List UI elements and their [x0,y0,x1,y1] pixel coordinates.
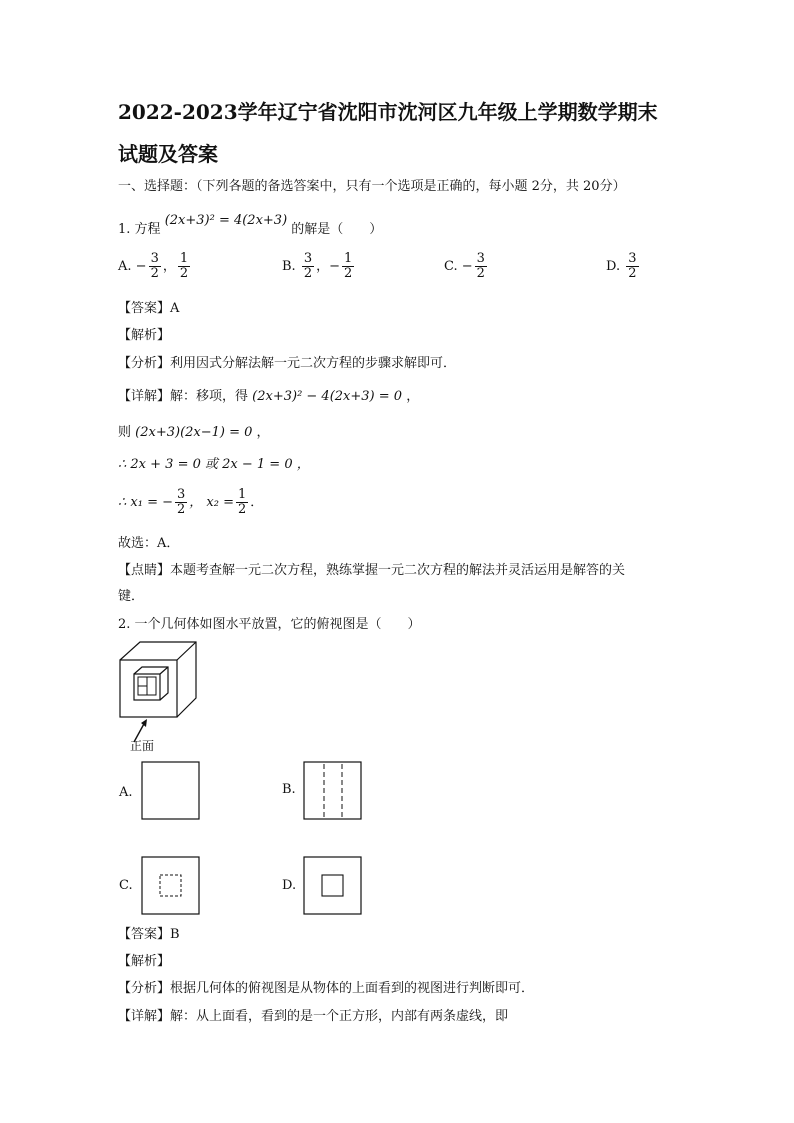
q2-stem: 2. 一个几何体如图水平放置，它的俯视图是（ ） [118,617,421,632]
q2-analysis-head: 【解析】 [118,954,171,969]
doc-title-line2: 试题及答案 [118,142,218,166]
q1-comment-2: 键． [118,589,145,604]
q1-choose: 故选：A． [118,536,180,551]
option-d-figure [303,856,363,916]
q1-option-c: C. − $\frac{3}{2}$ [444,251,485,281]
q2-detail: 【详解】解：从上面看，看到的是一个正方形，内部有两条虚线，即 [118,1009,509,1024]
q1-analysis-head: 【解析】 [118,328,171,343]
q1-option-b: B. $\frac{3}{2}$ ，− $\frac{1}{2}$ [282,251,353,281]
q1-equation: (2x+3)² = 4(2x+3) [164,213,288,228]
q2-analysis: 【分析】根据几何体的俯视图是从物体的上面看到的视图进行判断即可． [118,981,535,996]
q1-analysis: 【分析】利用因式分解法解一元二次方程的步骤求解即可． [118,356,457,371]
q2-option-c-label: C. [119,878,133,893]
front-label: 正面 [130,739,155,753]
q1-detail-4: ∴ x₁ = − $\frac{3}{2}$ ， x₂ = $\frac{1}{2}$ ． [118,487,264,517]
cube-corner-edge [177,642,196,660]
q1-detail-2: 则 (2x+3)(2x−1) = 0 ， [118,425,270,440]
option-a-figure [141,761,201,821]
doc-title-line1: 2022-2023学年辽宁省沈阳市沈河区九年级上学期数学期末 [118,100,658,124]
cube-figure [116,640,200,725]
q2-option-b-label: B. [282,782,296,797]
q1-prefix: 1. 方程 [118,222,161,237]
q1-option-a: A. − $\frac{3}{2}$ ， $\frac{1}{2}$ [118,251,189,281]
q1-detail-1: 【详解】解：移项，得 (2x+3)² − 4(2x+3) = 0 ， [118,389,420,404]
section-heading: 一、选择题：（下列各题的备选答案中，只有一个选项是正确的，每小题 2分，共 20分） [118,179,626,194]
q1-answer: 【答案】A [118,301,180,316]
q2-option-a-label: A. [119,785,133,800]
q1-suffix: 的解是（ ） [291,222,383,237]
q1-option-d: D. $\frac{3}{2}$ [606,251,637,281]
q1-detail-3: ∴ 2x + 3 = 0 或 2x − 1 = 0 ， [118,457,310,472]
q2-option-d-label: D. [282,878,297,893]
q2-answer: 【答案】B [118,927,180,942]
q1-comment-1: 【点睛】本题考查解一元二次方程，熟练掌握一元二次方程的解法并灵活运用是解答的关 [118,563,626,578]
q1-stem [118,213,383,239]
option-c-figure [141,856,201,916]
option-b-figure [303,761,363,821]
